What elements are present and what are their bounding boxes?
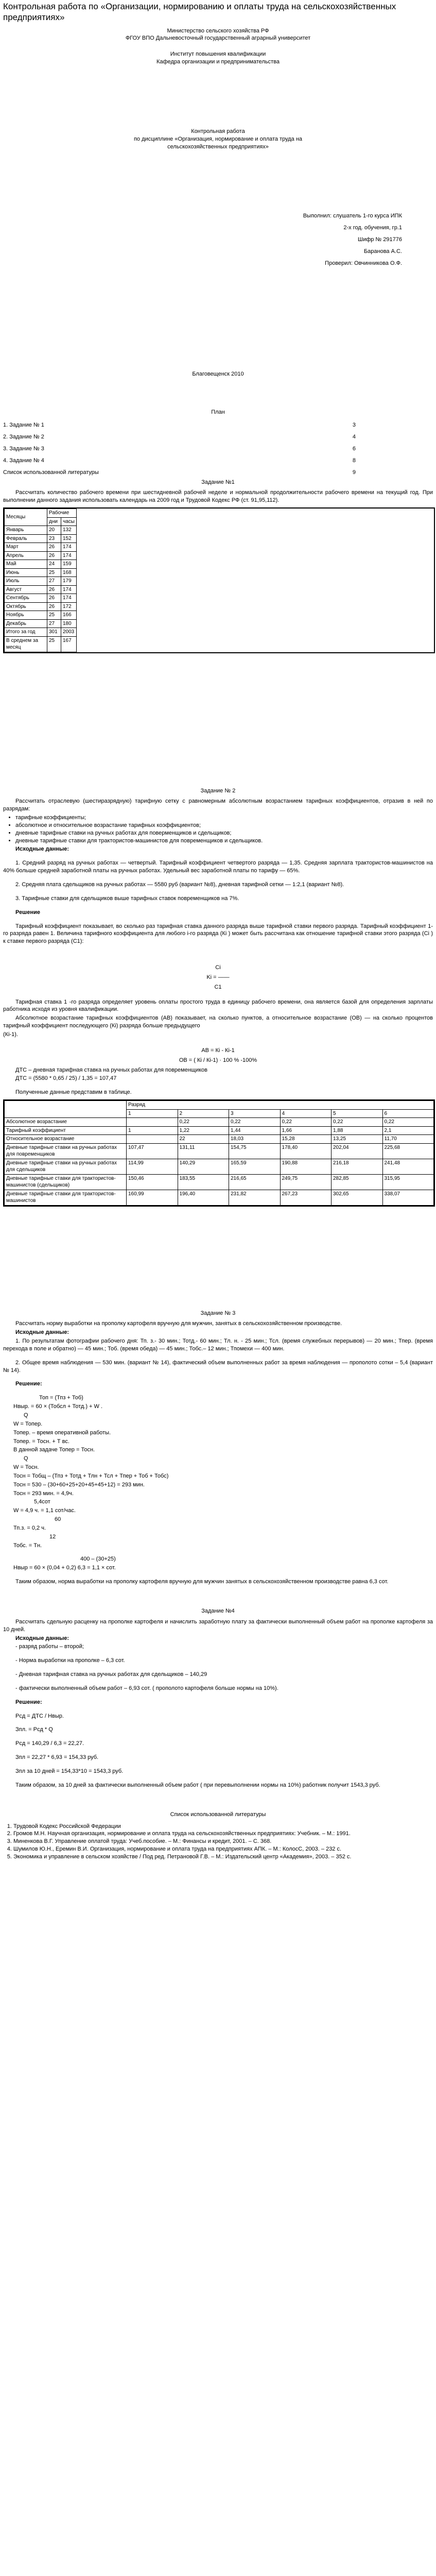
plan-item	[3, 467, 433, 479]
table-row	[5, 568, 77, 577]
cell: 0,22	[280, 1118, 332, 1127]
task2-bullets	[15, 814, 433, 844]
cell-hours: 180	[61, 619, 77, 628]
cell: 2,1	[382, 1126, 434, 1135]
task2-table	[4, 1100, 434, 1206]
task1-text: Рассчитать количество рабочего времени при шестидневной рабочей неделе и нормальной продолжительности рабочего времени на текущий год. При выполнении данного задания использовать календарь на 2009 год и Трудовой Кодекс РФ (ст. 91,95,112).	[3, 489, 433, 504]
document-title: Контрольная работа по «Организации, нормированию и оплаты труда на сельскохозяйственных предприятиях»	[3, 2, 396, 23]
cell: 11,70	[382, 1135, 434, 1144]
cell-month: Июль	[5, 577, 47, 586]
col-rank-2: 2	[178, 1109, 229, 1118]
task2-solution-heading: Решение	[15, 909, 40, 916]
task2-text: Рассчитать отраслевую (шестиразрядную) тарифную сетку с равномерным абсолютным возрастанием тарифных коэффициентов, отразив в ней по разрядам:	[3, 798, 433, 812]
cell-days: 26	[47, 585, 61, 594]
cell: 202,04	[332, 1143, 383, 1159]
task3-line: Тп.з. = 0,2 ч.	[13, 1524, 46, 1531]
cell: 165,59	[229, 1159, 281, 1174]
plan-item-page: 6	[352, 446, 356, 452]
cell-month: Октябрь	[5, 602, 47, 611]
author-line-2: 2-х год. обучения, гр.1	[343, 225, 402, 231]
cell-month: Май	[5, 560, 47, 569]
ministry-line: Министерство сельского хозяйства РФ	[167, 27, 269, 34]
cell-hours: 132	[61, 526, 77, 535]
task3-data-heading: Исходные данные:	[15, 1329, 69, 1336]
task3-line: Нвыр = 60 × (0,04 + 0,2) 6,3 = 1,1 × сот.	[13, 1565, 116, 1571]
cell: 150,46	[127, 1174, 178, 1190]
formula-ki-num: Ci	[215, 964, 221, 971]
literature-item: 1. Трудовой Кодекс Российской Федерации	[13, 1823, 433, 1831]
city-year: Благовещенск 2010	[192, 370, 244, 377]
department-line: Кафедра организации и предпринимательства	[156, 59, 280, 65]
work-subject-2: сельскохозяйственных предприятиях»	[167, 143, 269, 150]
table-header-row	[5, 1101, 434, 1110]
cell-month: Ноябрь	[5, 611, 47, 620]
cell-month: Февраль	[5, 534, 47, 543]
task3-heading: Задание № 3	[200, 1310, 236, 1316]
cell-month: Апрель	[5, 551, 47, 560]
col-rank-6: 6	[382, 1109, 434, 1118]
list-item: • абсолютное и относительное возрастание тарифных коэффициентов;	[15, 822, 433, 829]
col-hours: часы	[61, 517, 77, 526]
cell-hours: 168	[61, 568, 77, 577]
task1-heading: Задание №1	[201, 479, 235, 485]
plan-item	[3, 419, 433, 431]
cell: 154,75	[229, 1143, 281, 1159]
task4-data-4: - фактически выполненный объем работ – 6,93 сот. ( прополото картофеля больше нормы на 10%).	[15, 1685, 278, 1691]
plan-heading: План	[211, 409, 225, 416]
cell-month: Декабрь	[5, 619, 47, 628]
cell: 190,88	[280, 1159, 332, 1174]
task4-data-3: - Дневная тарифная ставка на ручных работах для сдельщиков – 140,29	[15, 1671, 207, 1678]
col-rank: Разряд	[127, 1101, 434, 1110]
cell: 338,07	[382, 1190, 434, 1205]
cell-month: Январь	[5, 526, 47, 535]
cell-days: 20	[47, 526, 61, 535]
task3-solution-heading: Решение:	[15, 1381, 42, 1387]
task4-line: Рсд = 140,29 / 6,3 = 22,27.	[15, 1740, 84, 1747]
plan-item-label: 1. Задание № 1	[3, 422, 44, 429]
table-row	[5, 534, 77, 543]
table-row	[5, 585, 77, 594]
cell	[127, 1118, 178, 1127]
plan-item-label: 3. Задание № 3	[3, 446, 44, 452]
cell: 249,75	[280, 1174, 332, 1190]
cell: 107,47	[127, 1143, 178, 1159]
task3-line: Тосн = 293 мин. = 4,9ч.	[13, 1490, 74, 1497]
cell-days: 26	[47, 594, 61, 603]
cell-label: Дневные тарифные ставки на ручных работах для сдельщиков	[5, 1159, 127, 1174]
literature-list	[13, 1823, 433, 1861]
cell-month: Июнь	[5, 568, 47, 577]
cell: 231,82	[229, 1190, 281, 1205]
cell-days: 25	[47, 636, 61, 652]
cell: 315,95	[382, 1174, 434, 1190]
col-month: Месяцы	[5, 509, 47, 526]
task3-line: Тобс. = Тн.	[13, 1542, 42, 1549]
task4-solution-heading: Решение:	[15, 1699, 42, 1705]
work-type: Контрольная работа	[191, 128, 245, 134]
literature-item: 3. Миненкова В.Г. Управление оплатой труда: Учеб.пособие. – М.: Финансы и кредит, 2001. – С. 368.	[13, 1838, 433, 1845]
university-line: ФГОУ ВПО Дальневосточный государственный аграрный университет	[125, 35, 311, 42]
list-item: • дневные тарифные ставки для трактористов-машинистов для повременщиков и сдельщиков.	[15, 837, 433, 845]
cell-label: Относительное возрастание	[5, 1135, 127, 1144]
plan-item-label: 2. Задание № 2	[3, 434, 44, 440]
literature-item: 5. Экономика и управление в сельском хозяйстве / Под ред. Петрановой Г.В. – М.: Издательский центр «Академия», 2003. – 352 с.	[13, 1853, 433, 1861]
author-line-5: Проверил: Овчинникова О.Ф.	[325, 260, 402, 266]
cell: 15,28	[280, 1135, 332, 1144]
col-days: дни	[47, 517, 61, 526]
task2-solution-2: Тарифная ставка 1 -го разряда определяет уровень оплаты простого труда в единицу рабочего времени, она является базой для определения зарплаты работника исходя из уровня квалификации.	[3, 998, 433, 1013]
table-row	[5, 1143, 434, 1159]
table-row	[5, 611, 77, 620]
task3-line: Топер. = Тосн. + Т вс.	[13, 1438, 69, 1445]
cell-month: Итого за год	[5, 628, 47, 637]
task3-line: В данной задаче Топер = Тосн.	[13, 1447, 95, 1453]
cell-days: 27	[47, 577, 61, 586]
col-param	[5, 1101, 127, 1118]
col-rank-1: 1	[127, 1109, 178, 1118]
plan-item	[3, 443, 433, 455]
task3-line: W = 4,9 ч. = 1,1 сот/час.	[13, 1507, 76, 1514]
plan-item	[3, 431, 433, 443]
table-row	[5, 636, 77, 652]
plan-item-page: 9	[352, 469, 356, 476]
table-row	[5, 594, 77, 603]
plan-item-label: Список использованной литературы	[3, 469, 99, 476]
cell: 196,40	[178, 1190, 229, 1205]
formula-ki: Ki = ——	[206, 974, 230, 980]
literature-item: 4. Шумилов Ю.Н., Еремин В.И. Организация, нормирование и оплата труда на предприятиях АПК. – М.: КолосС, 2003. – 232 с.	[13, 1845, 433, 1853]
task4-line: Зпл. = Рсд * Q	[15, 1726, 53, 1733]
cell-hours: 166	[61, 611, 77, 620]
cell: 225,68	[382, 1143, 434, 1159]
task2-heading: Задание № 2	[200, 787, 236, 794]
table-row	[5, 1174, 434, 1190]
cell-days: 25	[47, 611, 61, 620]
table-row	[5, 1118, 434, 1127]
cell: 216,18	[332, 1159, 383, 1174]
formula-ki-den: C1	[214, 984, 222, 990]
task2-data-3: 3. Тарифные ставки для сдельщиков выше тарифных ставок повременщиков на 7%.	[15, 895, 239, 902]
plan-item-label: 4. Задание № 4	[3, 457, 44, 464]
plan-item-page: 3	[352, 422, 356, 429]
task2-table-frame	[3, 1099, 435, 1207]
table-row	[5, 602, 77, 611]
table-row	[5, 577, 77, 586]
cell-label: Дневные тарифные ставки на ручных работах для повременщиков	[5, 1143, 127, 1159]
cell-days: 23	[47, 534, 61, 543]
cell: 0,22	[178, 1118, 229, 1127]
task2-data-1: 1. Средний разряд на ручных работах — четвертый. Тарифный коэффициент четвертого разряда — 1,35. Средняя зарплата трактористов-машинистов на 40% больше средней заработной платы на ручных работах. Удельный вес заработной платы по тарифу — 65%.	[3, 860, 433, 874]
author-line-3: Шифр № 291776	[357, 236, 402, 243]
cell: 1,44	[229, 1126, 281, 1135]
cell: 22	[178, 1135, 229, 1144]
table-row	[5, 560, 77, 569]
cell: 302,65	[332, 1190, 383, 1205]
task3-line: Q	[24, 1455, 28, 1462]
task3-data-2: 2. Общее время наблюдения — 530 мин. (вариант № 14), фактический объем выполненных работ за время наблюдения — прополото сотки – 5,4 (вариант № 14).	[3, 1359, 433, 1374]
cell-hours: 174	[61, 594, 77, 603]
cell: 1	[127, 1126, 178, 1135]
task2-dts-def: ДТС – дневная тарифная ставка на ручных работах для повременщиков	[15, 1066, 208, 1073]
task2-dts-calc: ДТС = (5580 * 0,65 / 25) / 1,35 = 107,47	[15, 1075, 117, 1082]
task2-table-intro: Полученные данные представим в таблице.	[15, 1089, 132, 1096]
cell-days: 24	[47, 560, 61, 569]
cell: 183,55	[178, 1174, 229, 1190]
cell-month: В среднем за месяц	[5, 636, 47, 652]
cell: 0,22	[382, 1118, 434, 1127]
cell: 282,85	[332, 1174, 383, 1190]
cell-label: Дневные тарифные ставки для трактористов-машинистов	[5, 1190, 127, 1205]
cell-hours: 174	[61, 543, 77, 552]
task3-data-1: 1. По результатам фотографии рабочего дня: Тп. з.- 30 мин.; Тотд.- 60 мин.; Тл. н. - 25 мин.; Тсл. (время служебных перерывов) — 20 мин.; Тпер. (время перехода в поле и обратно) — 45 мин.; Тоб. (время обеда) — 45 мин.; Тобс.– 12 мин.; Тпомехи — 400 мин.	[3, 1338, 433, 1352]
cell: 0,22	[332, 1118, 383, 1127]
table-row	[5, 551, 77, 560]
cell	[127, 1135, 178, 1144]
task4-conclusion: Таким образом, за 10 дней за фактически выполненный объем работ ( при перевыполнении нормы на 10%) работник получит 1543,3 руб.	[15, 1782, 380, 1788]
table-row	[5, 619, 77, 628]
task4-data-1: - разряд работы – второй;	[15, 1643, 84, 1650]
table-row	[5, 1159, 434, 1174]
cell: 216,65	[229, 1174, 281, 1190]
task3-line: 12	[49, 1533, 56, 1540]
task3-line: W = Топер.	[13, 1420, 43, 1427]
col-rank-3: 3	[229, 1109, 281, 1118]
table-row	[5, 526, 77, 535]
table-header-row	[5, 509, 77, 518]
cell: 178,40	[280, 1143, 332, 1159]
author-line-1: Выполнил: слушатель 1-го курса ИПК	[303, 213, 402, 219]
formula-ov: ОВ = ( Кi / Кi-1) · 100 % -100%	[179, 1057, 257, 1063]
cell: 140,29	[178, 1159, 229, 1174]
institute-line: Институт повышения квалификации	[170, 51, 266, 58]
task3-line: Тосн = 530 – (30+60+25+20+45+45+12) = 293 мин.	[13, 1481, 145, 1488]
cell: 0,22	[229, 1118, 281, 1127]
cell-hours: 174	[61, 551, 77, 560]
cell-hours: 152	[61, 534, 77, 543]
author-line-4: Баранова А.С.	[363, 248, 402, 255]
task1-table-frame	[3, 507, 435, 653]
cell-month: Август	[5, 585, 47, 594]
cell: 131,11	[178, 1143, 229, 1159]
col-rank-4: 4	[280, 1109, 332, 1118]
cell: 114,99	[127, 1159, 178, 1174]
literature-heading: Список использованной литературы	[170, 1811, 266, 1818]
table-row	[5, 1190, 434, 1205]
task2-data-heading: Исходные данные:	[15, 846, 69, 853]
cell-days: 301	[47, 628, 61, 637]
table-row	[5, 1126, 434, 1135]
task2-solution-3: Абсолютное возрастание тарифных коэффициентов (АВ) показывает, на сколько пунктов, а относительное возрастание (ОВ) — на сколько процентов тарифный коэффициент последующего (Кi) разряда больше предыдущего	[3, 1015, 433, 1029]
cell-label: Абсолютное возрастание	[5, 1118, 127, 1127]
plan-item-page: 8	[352, 457, 356, 464]
cell-hours: 179	[61, 577, 77, 586]
task3-line: 400 – (30+25)	[80, 1556, 116, 1563]
cell-month: Март	[5, 543, 47, 552]
task3-line: W = Тосн.	[13, 1464, 39, 1471]
cell-hours: 2003	[61, 628, 77, 637]
cell: 13,25	[332, 1135, 383, 1144]
cell-hours: 172	[61, 602, 77, 611]
task4-line: Рсд = ДТС / Нвыр.	[15, 1713, 64, 1719]
table-row	[5, 1135, 434, 1144]
table-row	[5, 628, 77, 637]
cell: 241,48	[382, 1159, 434, 1174]
task3-line: 5,4сот	[34, 1499, 50, 1505]
task2-solution-4: (Кi-1).	[3, 1031, 19, 1038]
cell-hours: 174	[61, 585, 77, 594]
task1-table	[4, 509, 77, 652]
col-rank-5: 5	[332, 1109, 383, 1118]
plan-table	[3, 419, 433, 478]
task4-heading: Задание №4	[201, 1608, 235, 1614]
cell-hours: 167	[61, 636, 77, 652]
cell: 1,22	[178, 1126, 229, 1135]
task4-data-heading: Исходные данные:	[15, 1635, 69, 1641]
cell-month: Сентябрь	[5, 594, 47, 603]
list-item: • тарифные коэффициенты;	[15, 814, 433, 822]
cell: 160,99	[127, 1190, 178, 1205]
task3-line: Тосн = Тобщ – (Тпз + Тотд + Тлн + Тсл + Тпер + Тоб + Тобс)	[13, 1472, 169, 1479]
task3-line: 60	[55, 1516, 61, 1523]
task3-line: Топ = (Тпз + Тоб)	[39, 1395, 83, 1401]
cell: 1,88	[332, 1126, 383, 1135]
list-item: • дневные тарифные ставки на ручных работах для поверменщиков и сдельщиков;	[15, 829, 433, 837]
cell-days: 26	[47, 551, 61, 560]
cell-days: 26	[47, 602, 61, 611]
cell: 1,66	[280, 1126, 332, 1135]
task4-data-2: - Норма выработки на прополке – 6,3 сот.	[15, 1657, 125, 1664]
cell-label: Дневные тарифные ставки для трактористов-машинистов (сдельщиков)	[5, 1174, 127, 1190]
plan-item-page: 4	[352, 434, 356, 440]
task3-line: Топер. – время оперативной работы.	[13, 1429, 111, 1436]
task4-line: Зпл за 10 дней = 154,33*10 = 1543,3 руб.	[15, 1768, 124, 1774]
table-row	[5, 543, 77, 552]
task2-solution-1: Тарифный коэффициент показывает, во сколько раз тарифная ставка данного разряда выше тарифной ставки первого разряда. Тарифный коэффициент 1-го разряда равен 1. Величина тарифного коэффициента для любого i-го разряда (Кi ) может быть рассчитана как отношение тарифной ставки этого разряда (Сi ) к ставке первого разряда (С1):	[3, 923, 433, 945]
work-subject-1: по дисциплине «Организация, нормирование и оплата труда на	[133, 135, 303, 142]
cell-label: Тарифный коэффициент	[5, 1126, 127, 1135]
col-working: Рабочие	[47, 509, 77, 518]
plan-item	[3, 455, 433, 467]
cell-days: 25	[47, 568, 61, 577]
literature-item: 2. Громов М.Н. Научная организация, нормирование и оплата труда на сельскохозяйственных предприятиях: Учебник. – М.: 1991.	[13, 1830, 433, 1838]
task3-text: Рассчитать норму выработки на прополку картофеля вручную для мужчин, занятых в сельскохозяйственном производстве.	[15, 1320, 342, 1327]
cell-hours: 159	[61, 560, 77, 569]
cell: 267,23	[280, 1190, 332, 1205]
task3-line: Нвыр. = 60 × (Тобсл + Тотд.) + W .	[13, 1403, 103, 1410]
cell-days: 27	[47, 619, 61, 628]
task3-conclusion: Таким образом, норма выработки на прополку картофеля вручную для мужчин занятых в сельскохозяйственном производстве равна 6,3 сот.	[15, 1579, 389, 1585]
formula-av: АВ = Кi - Кi-1	[201, 1047, 235, 1054]
task4-text: Рассчитать сдельную расценку на прополке картофеля и начислить заработную плату за фактически выполненный объем работ на прополке картофеля за 10 дней.	[3, 1618, 433, 1633]
cell: 18,03	[229, 1135, 281, 1144]
task4-line: Зпл = 22,27 * 6,93 = 154,33 руб.	[15, 1754, 99, 1761]
cell-days: 26	[47, 543, 61, 552]
task3-line: Q	[24, 1412, 28, 1418]
task2-data-2: 2. Средняя плата сдельщиков на ручных работах — 5580 руб (вариант №8), дневная тарифной сетки — 1:2,1 (вариант №8).	[15, 882, 344, 888]
